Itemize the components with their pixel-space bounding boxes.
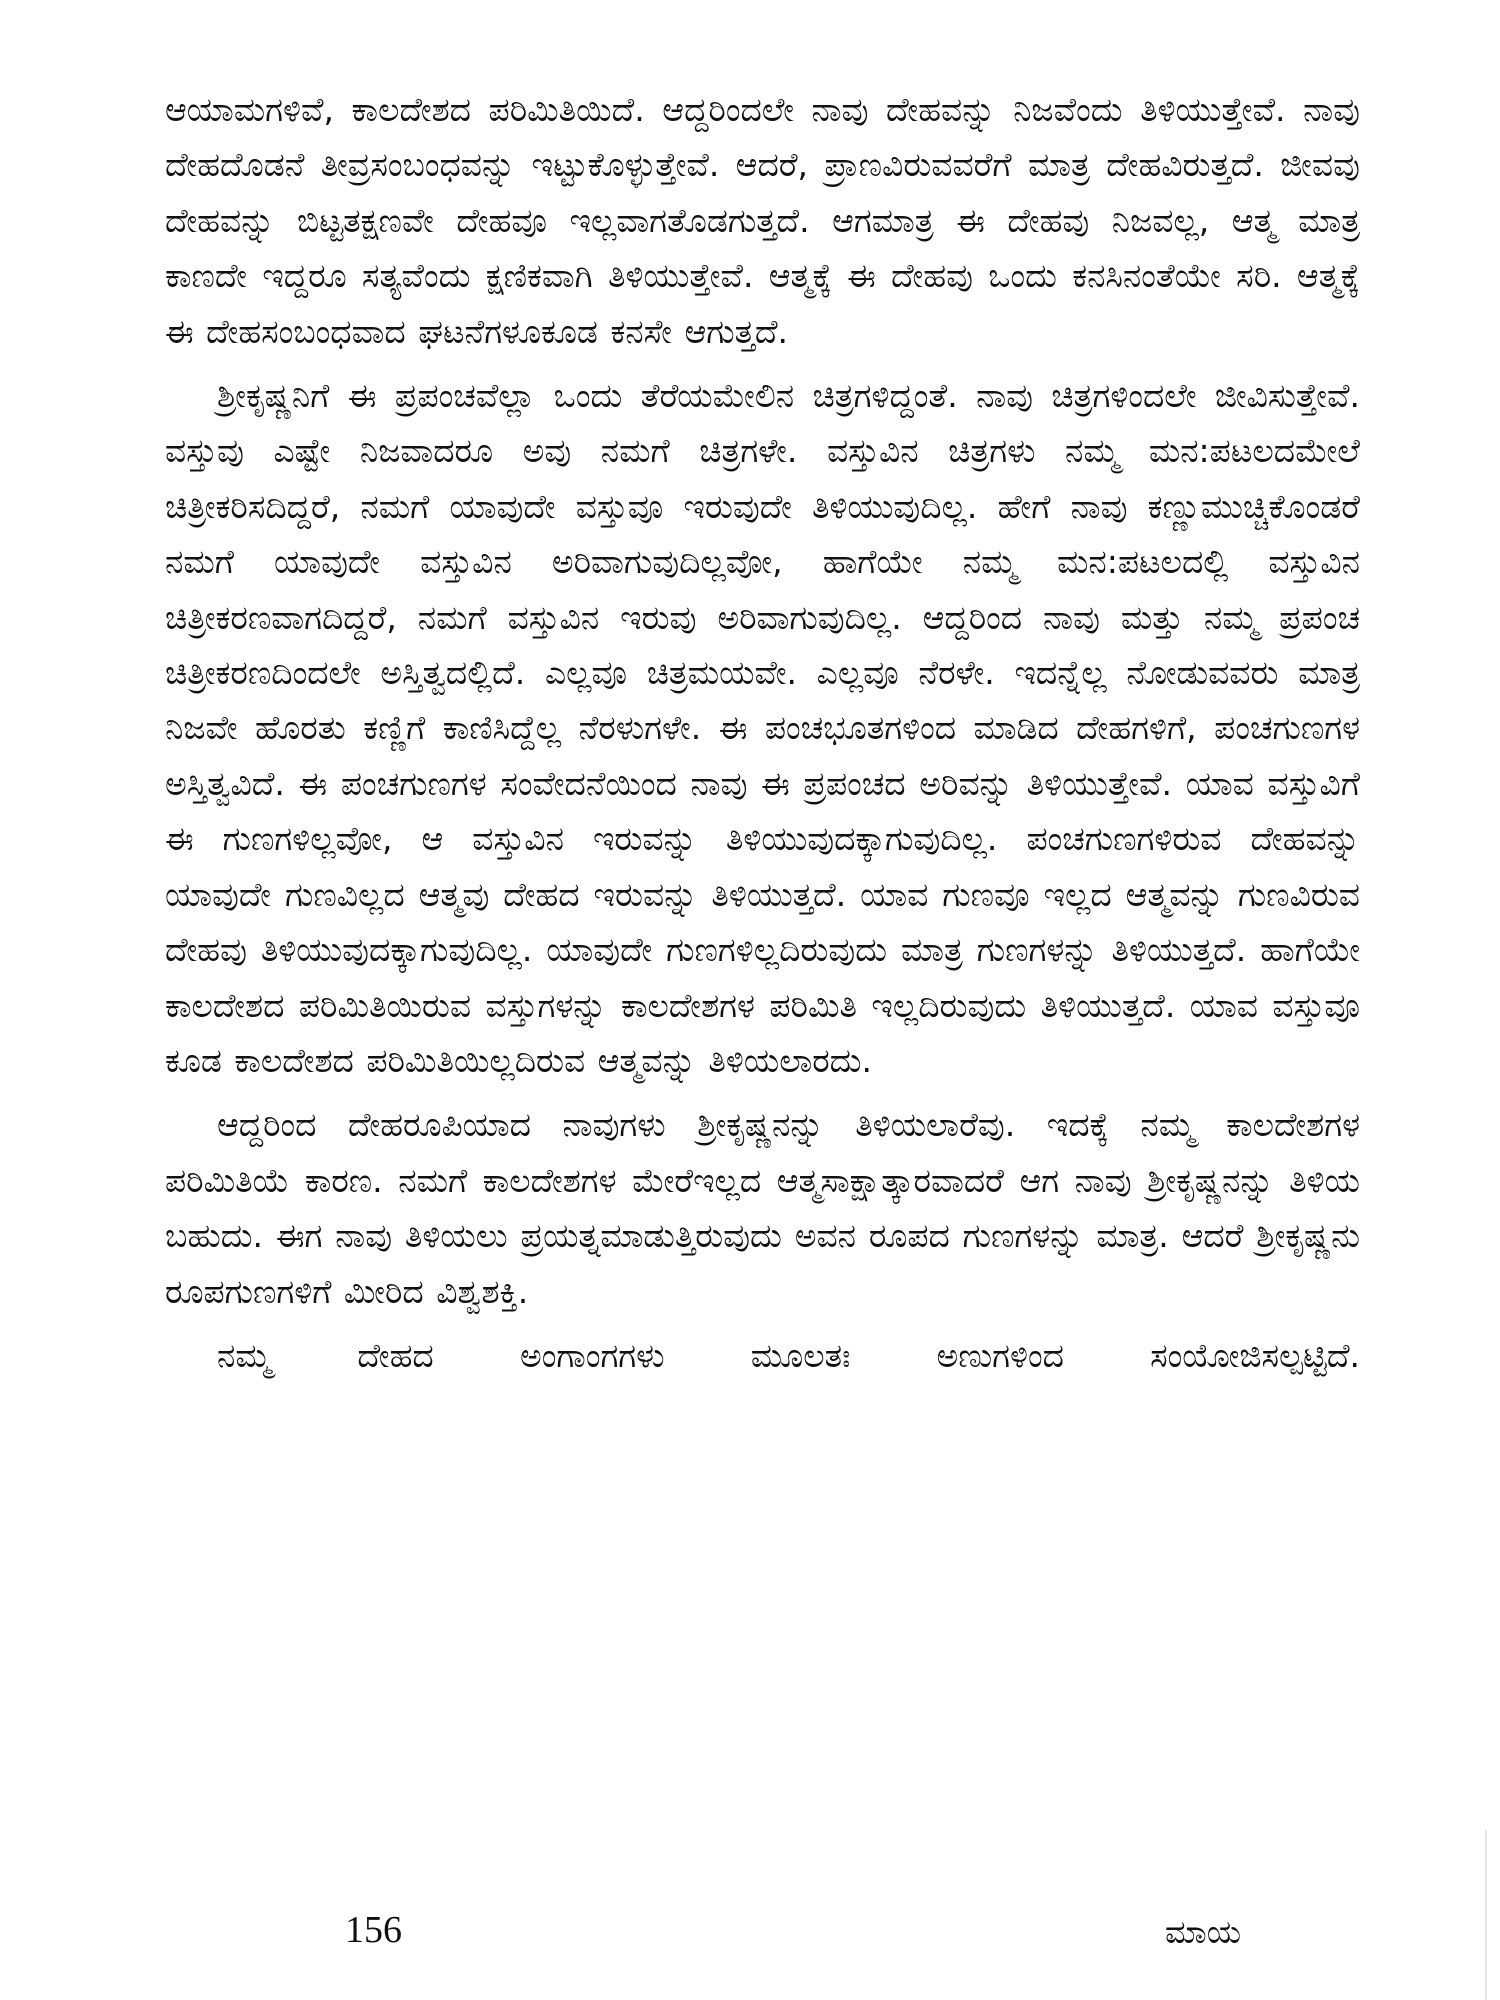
page-number: 156 — [345, 1909, 402, 1951]
body-text — [165, 82, 1360, 1383]
paragraph: ಆದ್ದರಿಂದ ದೇಹರೂಪಿಯಾದ ನಾವುಗಳು ಶ್ರೀಕೃಷ್ಣನನ್ನು ತಿಳಿಯಲಾರೆವು. ಇದಕ್ಕೆ ನಮ್ಮ ಕಾಲದೇಶಗಳ ಪರಿಮಿತಿಯೆ ಕಾರಣ. ನಮಗೆ ಕಾಲದೇಶಗಳ ಮೇರೆಇಲ್ಲದ ಆತ್ಮಸಾಕ್ಷಾತ್ಕಾರವಾದರೆ ಆಗ ನಾವು ಶ್ರೀಕೃಷ್ಣನನ್ನು ತಿಳಿಯ ಬಹುದು. ಈಗ ನಾವು ತಿಳಿಯಲು ಪ್ರಯತ್ನಮಾಡುತ್ತಿರುವುದು ಅವನ ರೂಪದ ಗುಣಗಳನ್ನು ಮಾತ್ರ. ಆದರೆ ಶ್ರೀಕೃಷ್ಣನು ರೂಪಗುಣಗಳಿಗೆ ಮೀರಿದ ವಿಶ್ವಶಕ್ತಿ. — [165, 1105, 1360, 1311]
scan-edge-divider — [1485, 1830, 1487, 2000]
paragraph: ಶ್ರೀಕೃಷ್ಣನಿಗೆ ಈ ಪ್ರಪಂಚವೆಲ್ಲಾ ಒಂದು ತೆರೆಯಮೇಲಿನ ಚಿತ್ರಗಳಿದ್ದಂತೆ. ನಾವು ಚಿತ್ರಗಳಿಂದಲೇ ಜೀವಿಸುತ್ತೇವೆ. ವಸ್ತುವು ಎಷ್ಟೇ ನಿಜವಾದರೂ ಅವು ನಮಗೆ ಚಿತ್ರಗಳೇ. ವಸ್ತುವಿನ ಚಿತ್ರಗಳು ನಮ್ಮ ಮನ:ಪಟಲದಮೇಲೆ ಚಿತ್ರೀಕರಿಸದಿದ್ದರೆ, ನಮಗೆ ಯಾವುದೇ ವಸ್ತುವೂ ಇರುವುದೇ ತಿಳಿಯುವುದಿಲ್ಲ. ಹೇಗೆ ನಾವು ಕಣ್ಣುಮುಚ್ಚಿಕೊಂಡರೆ ನಮಗೆ ಯಾವುದೇ ವಸ್ತುವಿನ ಅರಿವಾಗುವುದಿಲ್ಲವೋ, ಹಾಗೆಯೇ ನಮ್ಮ ಮನ:ಪಟಲದಲ್ಲಿ ವಸ್ತುವಿನ ಚಿತ್ರೀಕರಣವಾಗದಿದ್ದರೆ, ನಮಗೆ ವಸ್ತುವಿನ ಇರುವು ಅರಿವಾಗುವುದಿಲ್ಲ. ಆದ್ದರಿಂದ ನಾವು ಮತ್ತು ನಮ್ಮ ಪ್ರಪಂಚ ಚಿತ್ರೀಕರಣದಿಂದಲೇ ಅಸ್ತಿತ್ವದಲ್ಲಿದೆ. ಎಲ್ಲವೂ ಚಿತ್ರಮಯವೇ. ಎಲ್ಲವೂ ನೆರಳೇ. ಇದನ್ನೆಲ್ಲ ನೋಡುವವರು ಮಾತ್ರ ನಿಜವೇ ಹೊರತು ಕಣ್ಣಿಗೆ ಕಾಣಿಸಿದ್ದೆಲ್ಲ ನೆರಳುಗಳೇ. ಈ ಪಂಚಭೂತಗಳಿಂದ ಮಾಡಿದ ದೇಹಗಳಿಗೆ, ಪಂಚಗುಣಗಳ ಅಸ್ತಿತ್ವವಿದೆ. ಈ ಪಂಚಗುಣಗಳ ಸಂವೇದನೆಯಿಂದ ನಾವು ಈ ಪ್ರಪಂಚದ ಅರಿವನ್ನು ತಿಳಿಯುತ್ತೇವೆ. ಯಾವ ವಸ್ತುವಿಗೆ ಈ ಗುಣಗಳಿಲ್ಲವೋ, ಆ ವಸ್ತುವಿನ ಇರುವನ್ನು ತಿಳಿಯುವುದಕ್ಕಾಗುವುದಿಲ್ಲ. ಪಂಚಗುಣಗಳಿರುವ ದೇಹವನ್ನು ಯಾವುದೇ ಗುಣವಿಲ್ಲದ ಆತ್ಮವು ದೇಹದ ಇರುವನ್ನು ತಿಳಿಯುತ್ತದೆ. ಯಾವ ಗುಣವೂ ಇಲ್ಲದ ಆತ್ಮವನ್ನು ಗುಣವಿರುವ ದೇಹವು ತಿಳಿಯುವುದಕ್ಕಾಗುವುದಿಲ್ಲ. ಯಾವುದೇ ಗುಣಗಳಿಲ್ಲದಿರುವುದು ಮಾತ್ರ ಗುಣಗಳನ್ನು ತಿಳಿಯುತ್ತದೆ. ಹಾಗೆಯೇ ಕಾಲದೇಶದ ಪರಿಮಿತಿಯಿರುವ ವಸ್ತುಗಳನ್ನು ಕಾಲದೇಶಗಳ ಪರಿಮಿತಿ ಇಲ್ಲದಿರುವುದು ತಿಳಿಯುತ್ತದೆ. ಯಾವ ವಸ್ತುವೂ ಕೂಡ ಕಾಲದೇಶದ ಪರಿಮಿತಿಯಿಲ್ಲದಿರುವ ಆತ್ಮವನ್ನು ತಿಳಿಯಲಾರದು. — [165, 376, 1360, 1080]
running-title: ಮಾಯ — [1165, 1913, 1242, 1951]
page-footer — [0, 1905, 1500, 1965]
paragraph: ನಮ್ಮ ದೇಹದ ಅಂಗಾಂಗಗಳು ಮೂಲತಃ ಅಣುಗಳಿಂದ ಸಂಯೋಜಿಸಲ್ಪಟ್ಟಿದೆ. — [217, 1335, 1360, 1375]
paragraph-continued: ಆಯಾಮಗಳಿವೆ, ಕಾಲದೇಶದ ಪರಿಮಿತಿಯಿದೆ. ಆದ್ದರಿಂದಲೇ ನಾವು ದೇಹವನ್ನು ನಿಜವೆಂದು ತಿಳಿಯುತ್ತೇವೆ. ನಾವು ದೇಹದೊಡನೆ ತೀವ್ರಸಂಬಂಧವನ್ನು ಇಟ್ಟುಕೊಳ್ಳುತ್ತೇವೆ. ಆದರೆ, ಪ್ರಾಣವಿರುವವರೆಗೆ ಮಾತ್ರ ದೇಹವಿರುತ್ತದೆ. ಜೀವವು ದೇಹವನ್ನು ಬಿಟ್ಟತಕ್ಷಣವೇ ದೇಹವೂ ಇಲ್ಲವಾಗತೊಡಗುತ್ತದೆ. ಆಗಮಾತ್ರ ಈ ದೇಹವು ನಿಜವಲ್ಲ, ಆತ್ಮ ಮಾತ್ರ ಕಾಣದೇ ಇದ್ದರೂ ಸತ್ಯವೆಂದು ಕ್ಷಣಿಕವಾಗಿ ತಿಳಿಯುತ್ತೇವೆ. ಆತ್ಮಕ್ಕೆ ಈ ದೇಹವು ಒಂದು ಕನಸಿನಂತೆಯೇ ಸರಿ. ಆತ್ಮಕ್ಕೆ ಈ ದೇಹಸಂಬಂಧವಾದ ಘಟನೆಗಳೂಕೂಡ ಕನಸೇ ಆಗುತ್ತದೆ. — [165, 90, 1360, 351]
